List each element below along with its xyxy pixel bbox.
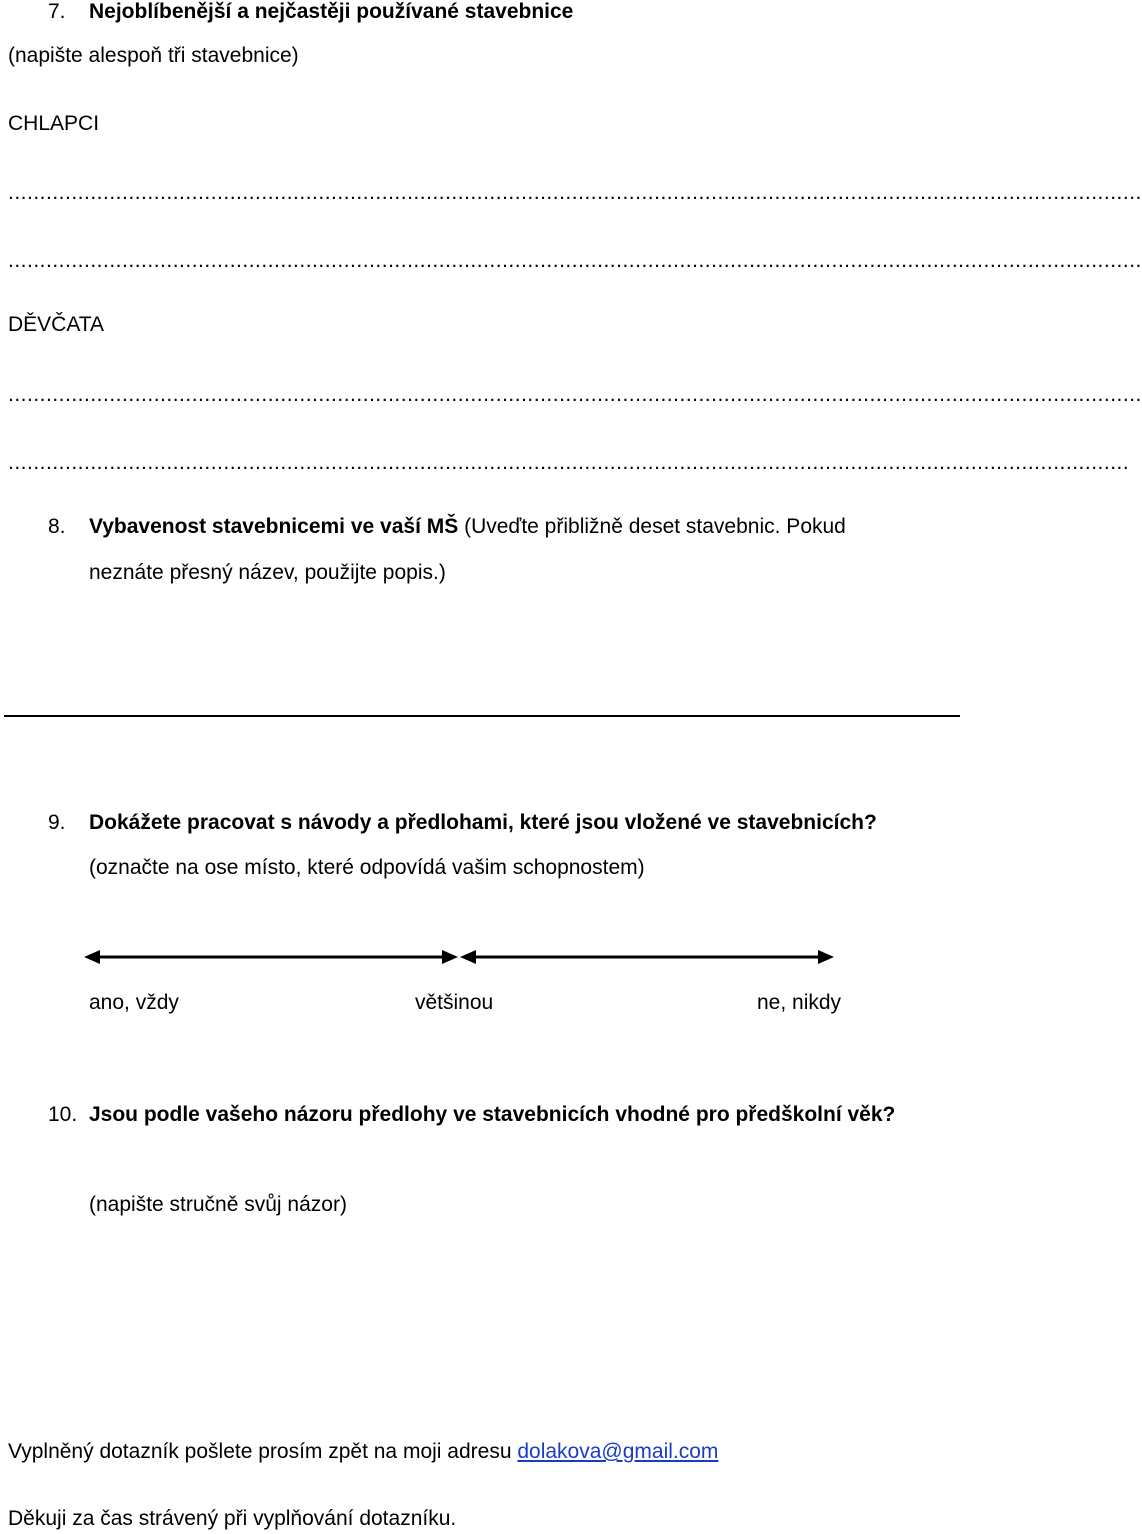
- q7-group-boys: CHLAPCI: [8, 112, 100, 135]
- q10-title: Jsou podle vašeho názoru předlohy ve stavebnicích vhodné pro předškolní věk?: [89, 1103, 896, 1126]
- answer-dotted-line[interactable]: .................................................................................................................................................................................: [8, 451, 1130, 474]
- answer-dotted-line[interactable]: ...................................................................................................................................................................................: [8, 383, 1142, 406]
- answer-dotted-line[interactable]: ...................................................................................................................................................................................: [8, 181, 1142, 204]
- scale-label-right: ne, nikdy: [757, 991, 842, 1014]
- q7-group-girls: DĚVČATA: [8, 313, 105, 336]
- q10-instruction: (napište stručně svůj názor): [89, 1193, 347, 1216]
- q8-heading: [89, 514, 846, 540]
- q8-number: 8.: [48, 515, 66, 538]
- q7-number: 7.: [48, 0, 66, 23]
- arrow-left-icon: [84, 950, 100, 964]
- q8-instruction-line2: neznáte přesný název, použijte popis.): [89, 561, 446, 584]
- q7-instruction: (napište alespoň tři stavebnice): [8, 44, 299, 67]
- answer-dotted-line[interactable]: ...................................................................................................................................................................................: [8, 249, 1142, 272]
- footer-thanks: Děkuji za čas strávený při vyplňování dotazníku.: [8, 1507, 457, 1530]
- arrow-left-icon: [460, 950, 476, 964]
- q9-number: 9.: [48, 811, 66, 834]
- rating-scale-axis[interactable]: [84, 944, 836, 970]
- q9-title: Dokážete pracovat s návody a předlohami, které jsou vložené ve stavebnicích?: [89, 811, 877, 834]
- q9-instruction: (označte na ose místo, které odpovídá vašim schopnostem): [89, 856, 645, 879]
- footer-send-text: Vyplněný dotazník pošlete prosím zpět na moji adresu: [8, 1440, 518, 1463]
- arrow-right-icon: [818, 950, 834, 964]
- q10-number: 10.: [48, 1103, 78, 1126]
- scale-label-left: ano, vždy: [89, 991, 179, 1014]
- footer-send-line: [8, 1439, 718, 1465]
- q8-instruction-line1: (Uveďte přibližně deset stavebnic. Pokud: [464, 515, 846, 538]
- q7-title: Nejoblíbenější a nejčastěji používané stavebnice: [89, 0, 574, 23]
- arrow-right-icon: [442, 950, 458, 964]
- email-link[interactable]: dolakova@gmail.com: [517, 1440, 719, 1463]
- answer-line[interactable]: [4, 715, 960, 717]
- q8-title: Vybavenost stavebnicemi ve vaší MŠ: [89, 515, 459, 538]
- scale-label-middle: většinou: [415, 991, 494, 1014]
